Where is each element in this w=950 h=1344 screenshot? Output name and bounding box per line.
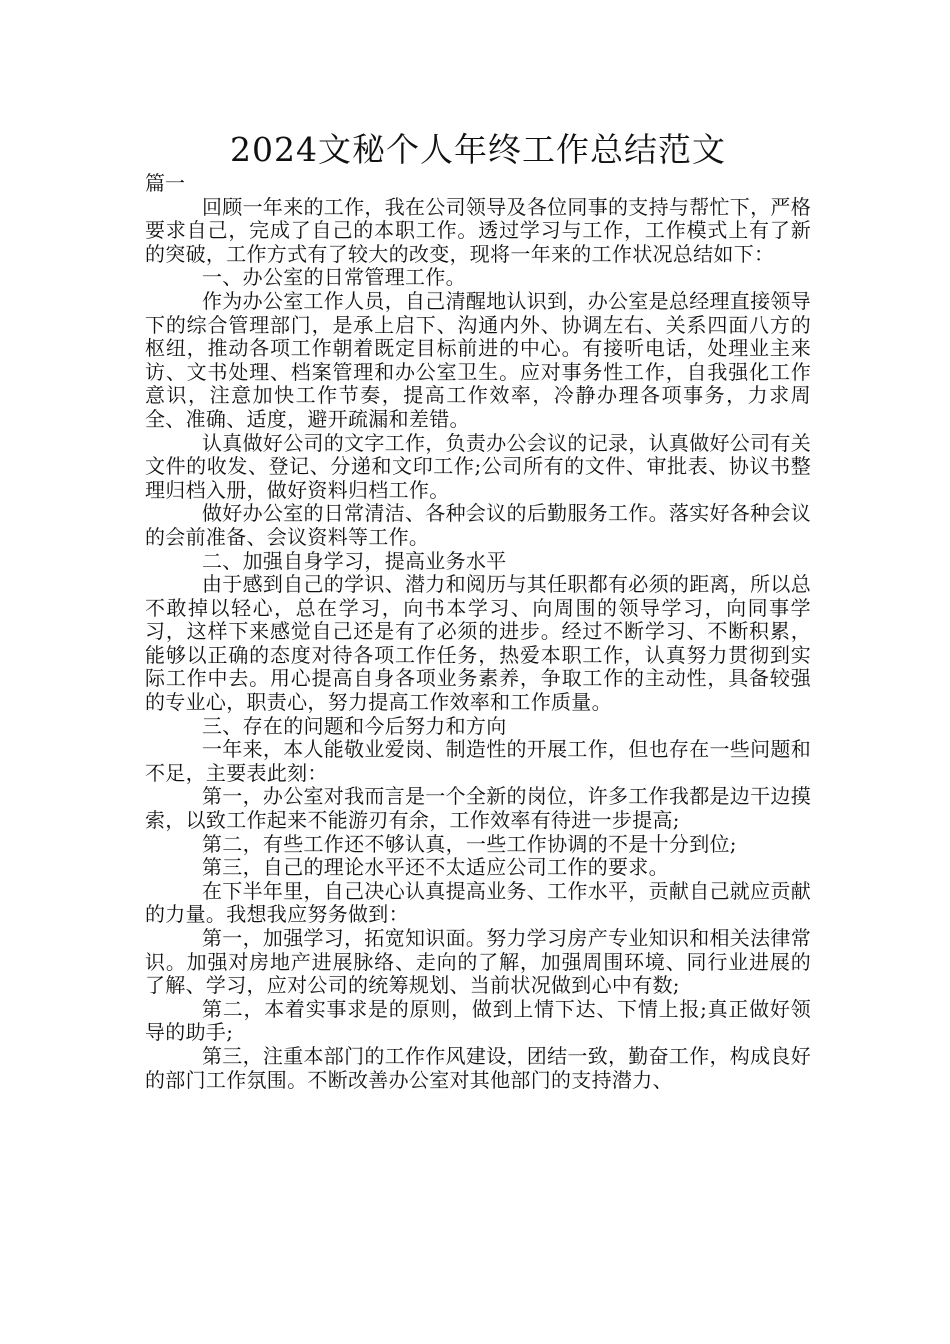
list-item: 第二，有些工作还不够认真，一些工作协调的不是十分到位; <box>202 831 737 856</box>
paragraph: 回顾一年来的工作，我在公司领导及各位同事的支持与帮忙下，严格要求自己，完成了自己的本职工作。透过学习与工作，工作模式上有了新的突破，工作方式有了较大的改变，现将一年来的工作状况总结如下： <box>145 194 811 266</box>
paragraph: 由于感到自己的学识、潜力和阅历与其任职都有必须的距离，所以总不敢掉以轻心，总在学习，向书本学习、向周围的领导学习，向同事学习，这样下来感觉自己还是有了必须的进步。经过不断学习、不断积累，能够以正确的态度对待各项工作任务，热爱本职工作，认真努力贯彻到实际工作中去。用心提高自身各项业务素养，争取工作的主动性，具备较强的专业心，职责心，努力提高工作效率和工作质量。 <box>145 572 811 715</box>
list-item: 第二，本着实事求是的原则，做到上情下达、下情上报;真正做好领导的助手; <box>145 996 811 1045</box>
list-item: 第三，注重本部门的工作作风建设，团结一致，勤奋工作，构成良好的部门工作氛围。不断改善办公室对其他部门的支持潜力、 <box>145 1043 811 1092</box>
paragraph: 认真做好公司的文字工作，负责办公会议的记录，认真做好公司有关文件的收发、登记、分递和文印工作;公司所有的文件、审批表、协议书整理归档入册，做好资料归档工作。 <box>145 430 811 502</box>
section-heading: 二、加强自身学习，提高业务水平 <box>202 548 507 573</box>
document-body <box>145 196 811 1093</box>
section-label: 篇一 <box>145 171 185 195</box>
section-heading: 一、办公室的日常管理工作。 <box>202 265 466 290</box>
list-item: 第一，加强学习，拓宽知识面。努力学习房产专业知识和相关法律常识。加强对房地产进展脉络、走向的了解，加强周围环境、同行业进展的了解、学习，应对公司的统筹规划、当前状况做到心中有数; <box>145 926 811 998</box>
list-item: 第三，自己的理论水平还不太适应公司工作的要求。 <box>202 855 669 880</box>
list-item: 第一，办公室对我而言是一个全新的岗位，许多工作我都是边干边摸索，以致工作起来不能游刃有余，工作效率有待进一步提高; <box>145 784 811 833</box>
paragraph: 作为办公室工作人员，自己清醒地认识到，办公室是总经理直接领导下的综合管理部门，是承上启下、沟通内外、协调左右、关系四面八方的枢纽，推动各项工作朝着既定目标前进的中心。有接听电话，处理业主来访、文书处理、档案管理和办公室卫生。应对事务性工作，自我强化工作意识，注意加快工作节奏，提高工作效率，冷静办理各项事务，力求周全、准确、适度，避开疏漏和差错。 <box>145 288 811 431</box>
paragraph: 做好办公室的日常清洁、各种会议的后勤服务工作。落实好各种会议的会前准备、会议资料等工作。 <box>145 501 811 549</box>
paragraph: 在下半年里，自己决心认真提高业务、工作水平，贡献自己就应贡献的力量。我想我应努务做到： <box>145 878 811 927</box>
paragraph: 一年来，本人能敬业爱岗、制造性的开展工作，但也存在一些问题和不足，主要表此刻： <box>145 737 811 785</box>
document-title: 2024文秘个人年终工作总结范文 <box>230 130 726 169</box>
section-heading: 三、存在的问题和今后努力和方向 <box>202 713 507 738</box>
document-page <box>145 128 811 1092</box>
